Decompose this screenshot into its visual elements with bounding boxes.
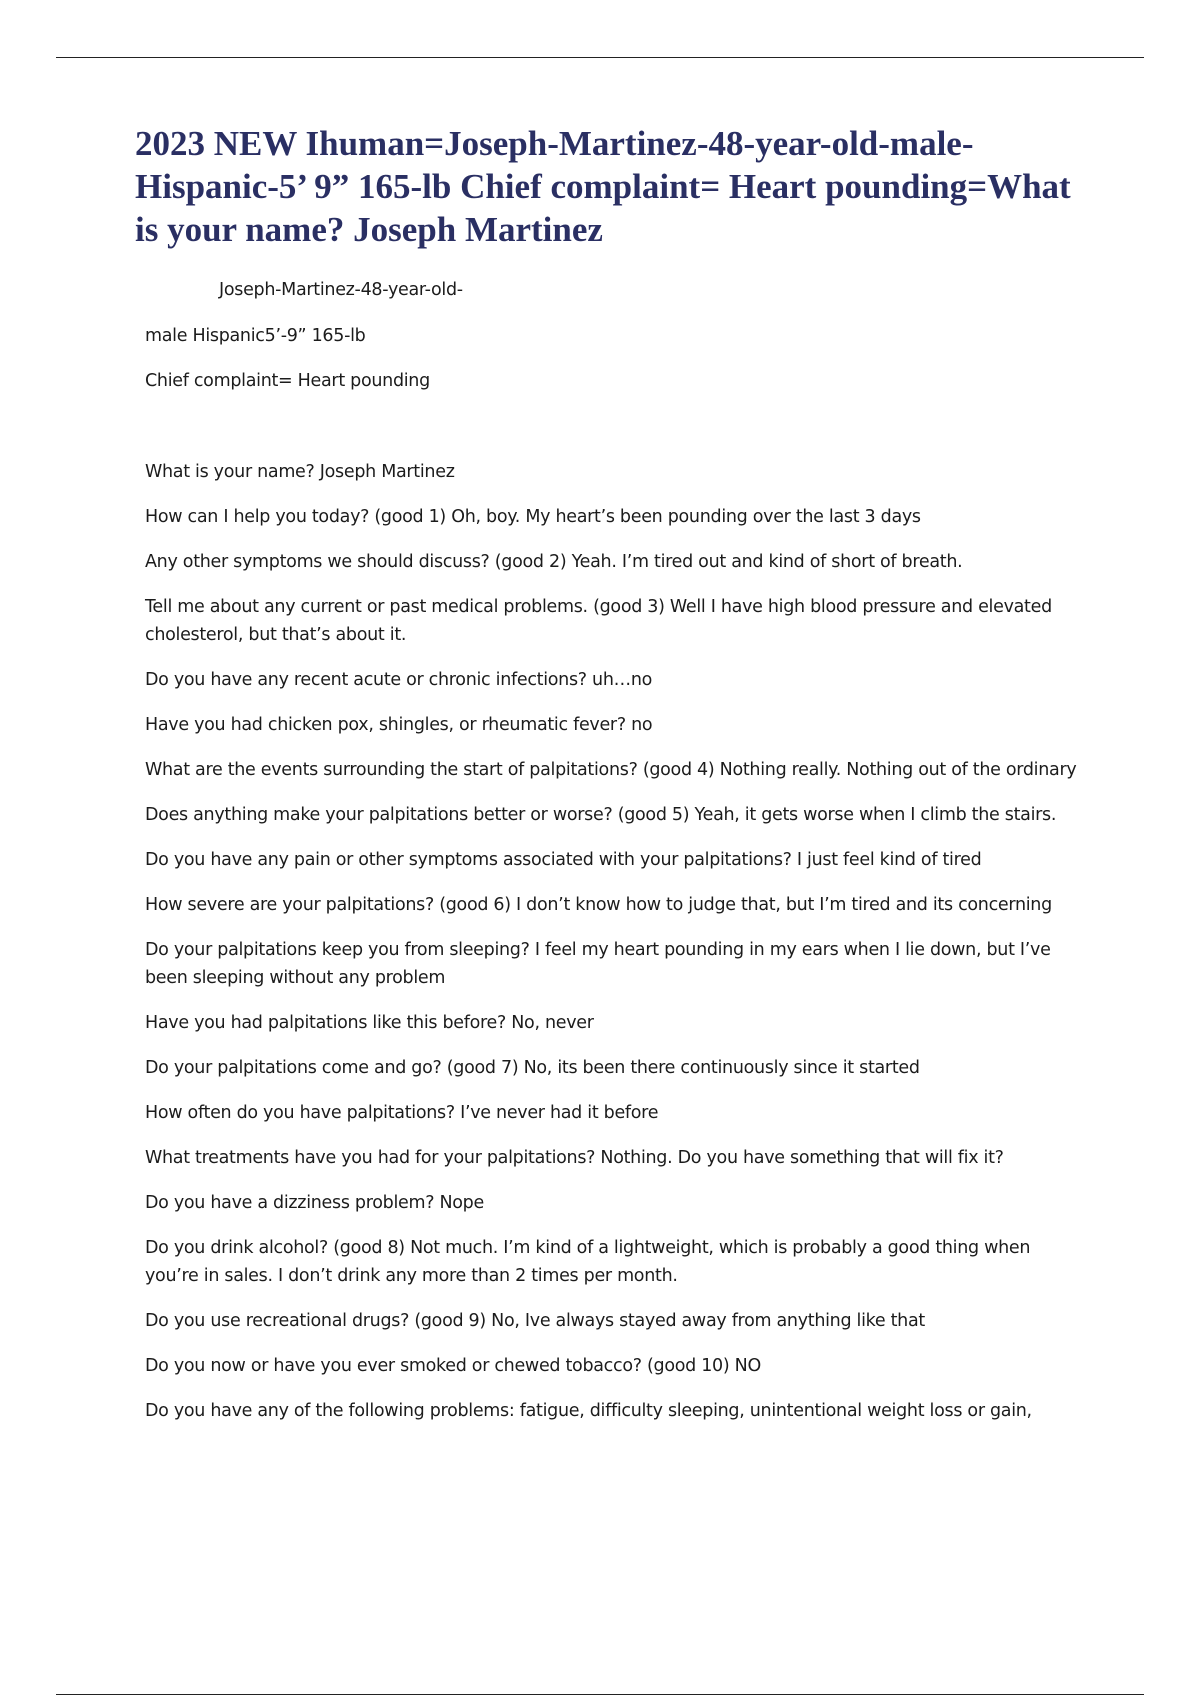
qa-item: Have you had chicken pox, shingles, or rheumatic fever? no	[145, 715, 653, 735]
qa-item: Does anything make your palpitations better or worse? (good 5) Yeah, it gets worse when I climb the stairs.	[145, 805, 1057, 825]
qa-item: Do you use recreational drugs? (good 9) No, Ive always stayed away from anything like that	[145, 1311, 925, 1331]
qa-item: Have you had palpitations like this before? No, never	[145, 1013, 594, 1033]
qa-item: What is your name? Joseph Martinez	[145, 462, 455, 482]
qa-item: How severe are your palpitations? (good 6) I don’t know how to judge that, but I’m tired and its concerning	[145, 895, 1052, 915]
bottom-divider	[56, 1694, 1144, 1695]
qa-item: Tell me about any current or past medical problems. (good 3) Well I have high blood pressure and elevated cholesterol, but that’s about it.	[145, 597, 1052, 645]
document-title: 2023 NEW Ihuman=Joseph-Martinez-48-year-old-male-Hispanic-5’ 9” 165-lb Chief complaint= Heart pounding=What is your name? Joseph Martinez	[135, 124, 1071, 249]
qa-item: Do you now or have you ever smoked or chewed tobacco? (good 10) NO	[145, 1356, 761, 1376]
qa-item: Do you have any of the following problems: fatigue, difficulty sleeping, unintentional weight loss or gain,	[145, 1401, 1032, 1421]
qa-item: Do your palpitations come and go? (good 7) No, its been there continuously since it started	[145, 1058, 920, 1078]
qa-item: Any other symptoms we should discuss? (good 2) Yeah. I’m tired out and kind of short of breath.	[145, 552, 963, 572]
header-line-1: Joseph-Martinez-48-year-old-	[219, 280, 463, 300]
qa-item: Do you have any pain or other symptoms associated with your palpitations? I just feel kind of tired	[145, 850, 982, 870]
qa-item: How often do you have palpitations? I’ve never had it before	[145, 1103, 659, 1123]
qa-list	[145, 458, 1085, 1442]
qa-item: Do you have any recent acute or chronic infections? uh…no	[145, 670, 653, 690]
header-line-3: Chief complaint= Heart pounding	[145, 371, 430, 391]
qa-item: How can I help you today? (good 1) Oh, boy. My heart’s been pounding over the last 3 days	[145, 507, 921, 527]
qa-item: What are the events surrounding the start of palpitations? (good 4) Nothing really. Nothing out of the ordinary	[145, 760, 1077, 780]
qa-item: Do you drink alcohol? (good 8) Not much. I’m kind of a lightweight, which is probably a good thing when you’re in sales. I don’t drink any more than 2 times per month.	[145, 1238, 1031, 1286]
qa-item: What treatments have you had for your palpitations? Nothing. Do you have something that will fix it?	[145, 1148, 1004, 1168]
qa-item: Do you have a dizziness problem? Nope	[145, 1193, 484, 1213]
header-line-2: male Hispanic5’-9” 165-lb	[145, 326, 366, 346]
top-divider	[56, 57, 1144, 58]
qa-item: Do your palpitations keep you from sleeping? I feel my heart pounding in my ears when I lie down, but I’ve been sleeping without any problem	[145, 940, 1051, 988]
